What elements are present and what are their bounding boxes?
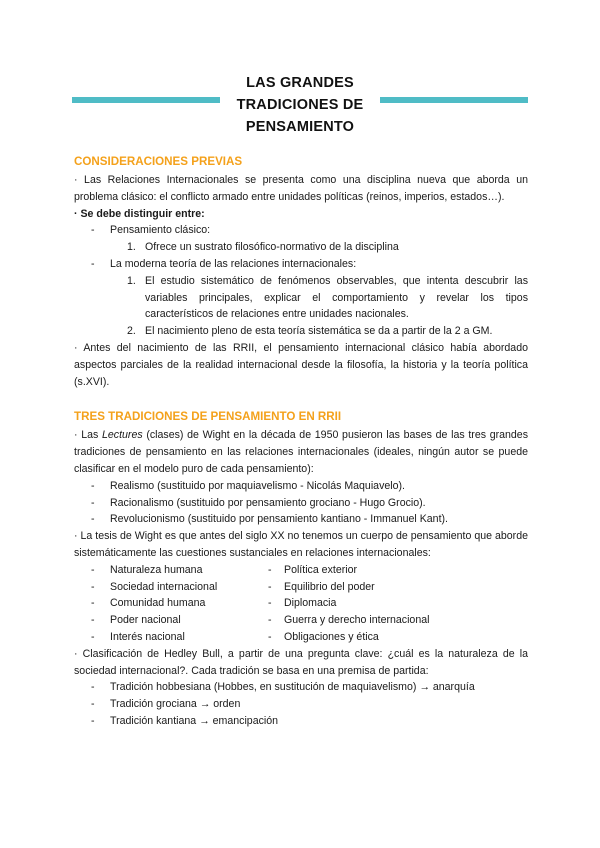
dash-marker: - <box>91 513 95 526</box>
list-item <box>74 222 528 239</box>
dash-marker: - <box>91 698 95 711</box>
list-item <box>74 495 528 512</box>
title-accent-bar-right <box>380 97 528 103</box>
dash-marker: - <box>91 257 95 270</box>
dash-marker: - <box>91 496 95 509</box>
list-item: - Guerra y derecho internacional <box>268 614 430 627</box>
paragraph-distinguir: · Se debe distinguir entre: <box>74 207 205 220</box>
list-item-text: Pensamiento clásico: <box>110 224 211 237</box>
list-item <box>74 256 528 273</box>
list-item-text: Tradición kantiana → emancipación <box>110 714 279 727</box>
numbered-item-text: El nacimiento pleno de esta teoría sistemática se da a partir de la 2 a GM. <box>145 325 493 338</box>
numbered-item-text: Ofrece un sustrato filosófico-normativo de la disciplina <box>145 241 399 254</box>
dash-marker: - <box>91 224 95 237</box>
list-item-text: Revolucionismo (sustituido por pensamiento kantiano - Immanuel Kant). <box>110 513 448 526</box>
numbered-item <box>74 273 528 323</box>
list-item-text: Tradición hobbesiana (Hobbes, en sustitución de maquiavelismo) → anarquía <box>110 681 475 694</box>
list-item <box>74 478 528 495</box>
list-item: - Poder nacional <box>91 614 181 627</box>
list-item-text: Realismo (sustituido por maquiavelismo - Nicolás Maquiavelo). <box>110 479 405 492</box>
numbered-item <box>74 239 528 256</box>
list-item-text: Tradición grociana → orden <box>110 698 241 711</box>
title-accent-bar-left <box>72 97 220 103</box>
dash-marker: - <box>91 681 95 694</box>
list-item <box>74 511 528 528</box>
number-marker: 1. <box>127 241 136 254</box>
italic-term: Lectures <box>102 429 143 442</box>
dash-marker: - <box>91 479 95 492</box>
list-item: - Diplomacia <box>268 597 337 610</box>
list-item: - Sociedad internacional <box>91 580 218 593</box>
title-line-1: LAS GRANDES <box>246 75 354 91</box>
list-item <box>74 696 528 713</box>
list-item: - Comunidad humana <box>91 597 206 610</box>
document-title <box>0 72 600 138</box>
list-item: - Política exterior <box>268 563 358 576</box>
paragraph-lectures: · Las Lectures (clases) de Wight en la década de 1950 pusieron las bases de las tres grandes tradiciones de pensamiento en las relaciones internacionales (ideales, ningún autor se puede clasificar en el modelo puro de cada pensamiento): <box>74 429 528 475</box>
dash-marker: - <box>91 714 95 727</box>
list-item: - Obligaciones y ética <box>268 630 379 643</box>
paragraph: · Antes del nacimiento de las RRII, el pensamiento internacional clásico había abordado aspectos parciales de la realidad internacional desde la filosofía, la historia y la teoría política (s.XVI). <box>74 341 528 388</box>
two-column-list <box>74 562 528 646</box>
list-item-text: La moderna teoría de las relaciones internacionales: <box>110 257 357 270</box>
list-item-text: Racionalismo (sustituido por pensamiento grociano - Hugo Grocio). <box>110 496 426 509</box>
document-body <box>74 154 528 730</box>
section-heading-consideraciones: CONSIDERACIONES PREVIAS <box>74 155 243 168</box>
paragraph: · Clasificación de Hedley Bull, a partir de una pregunta clave: ¿cuál es la naturaleza de la sociedad internacional?. Cada tradición se basa en una premisa de partida: <box>74 647 528 677</box>
list-item: - Equilibrio del poder <box>268 580 375 593</box>
number-marker: 2. <box>127 325 136 338</box>
number-marker: 1. <box>127 274 136 287</box>
list-item <box>74 679 528 696</box>
column-right <box>268 562 528 646</box>
section-heading-tres-tradiciones: TRES TRADICIONES DE PENSAMIENTO EN RRII <box>74 410 342 424</box>
numbered-item <box>74 323 528 340</box>
paragraph: · La tesis de Wight es que antes del siglo XX no tenemos un cuerpo de pensamiento que aborde sistemáticamente las cuestiones sustanciales en relaciones internacionales: <box>74 530 528 559</box>
list-item <box>74 713 528 730</box>
numbered-item-text: El estudio sistemático de fenómenos observables, que intenta descubrir las variables principales, explicar el comportamiento y revelar los tipos característicos de relaciones entre unidades nacionales. <box>145 274 528 321</box>
paragraph: · Las Relaciones Internacionales se presenta como una disciplina nueva que aborda un problema clásico: el conflicto armado entre unidades políticas (reinos, imperios, estados…). <box>74 174 528 203</box>
title-line-2: TRADICIONES DE <box>236 97 364 113</box>
list-item: - Naturaleza humana <box>91 563 203 576</box>
list-item: - Interés nacional <box>91 630 185 643</box>
column-left <box>74 562 268 646</box>
title-line-3: PENSAMIENTO <box>245 119 355 135</box>
